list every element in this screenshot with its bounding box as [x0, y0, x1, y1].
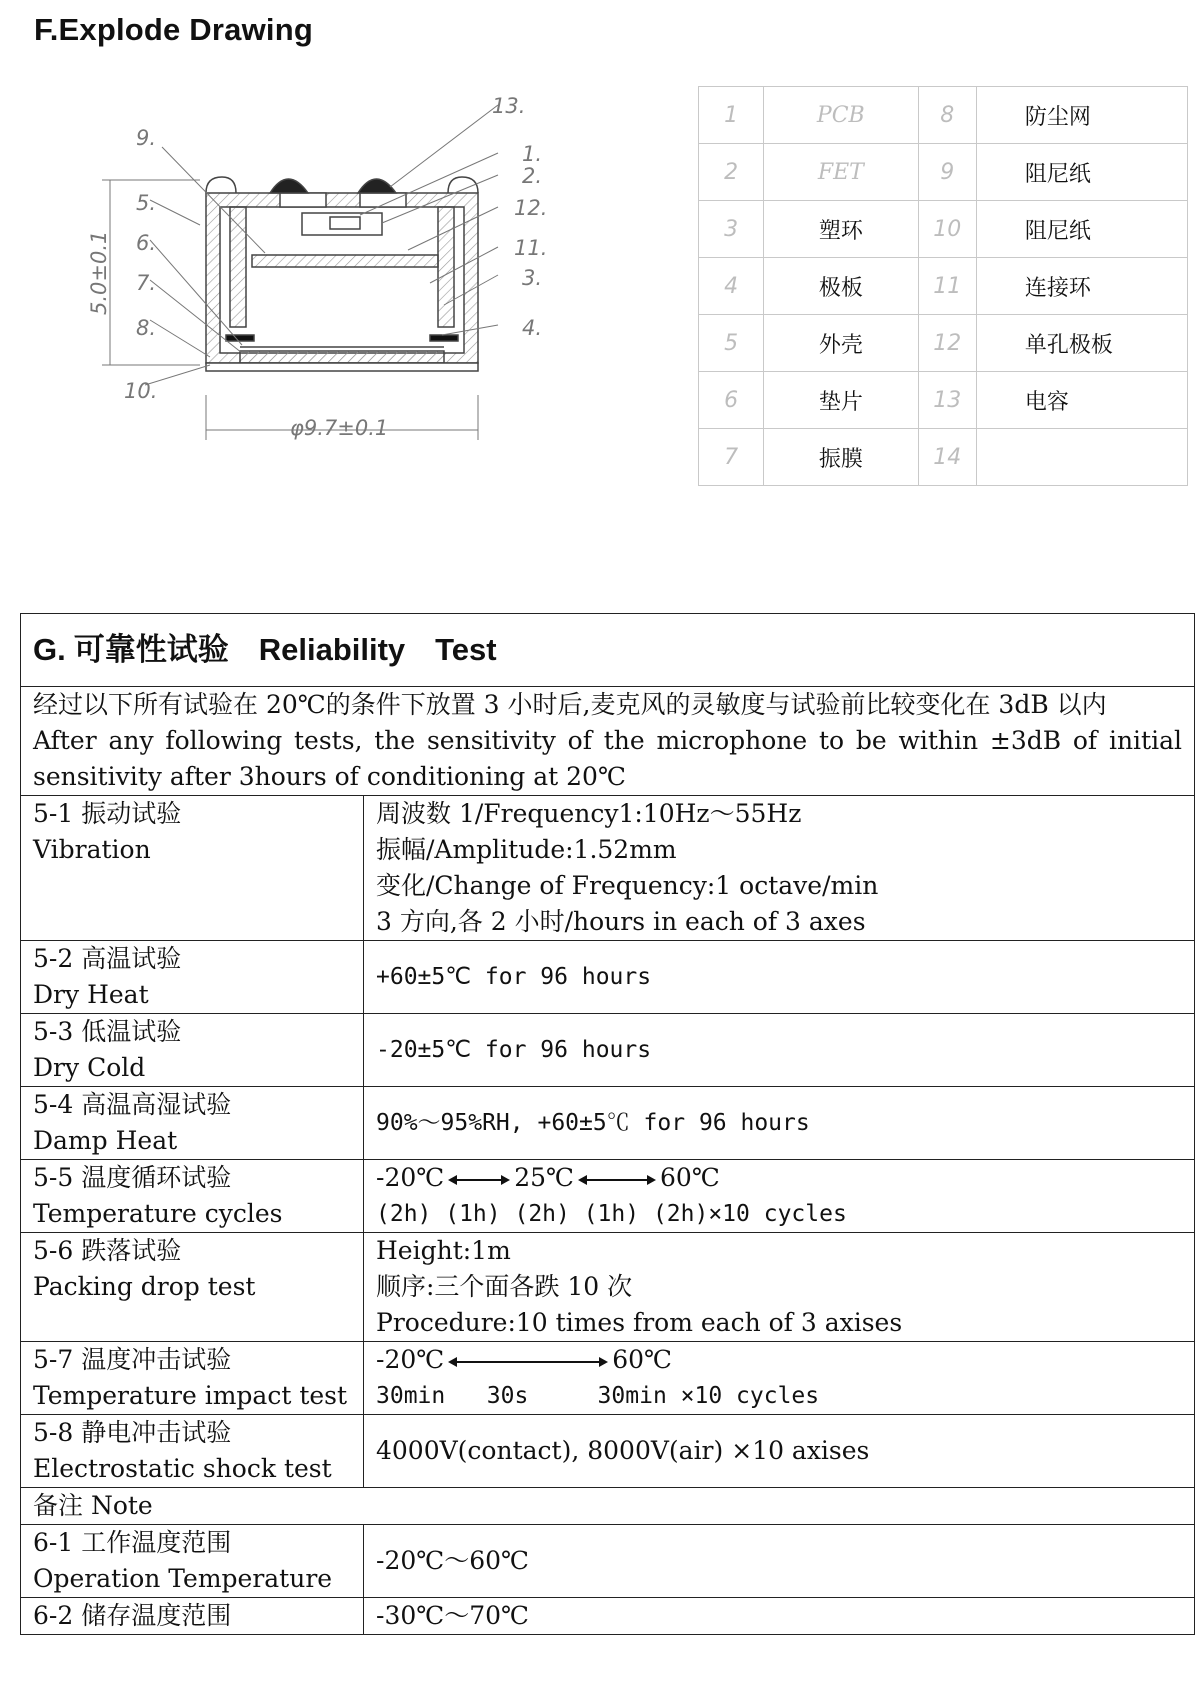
- condition-line: 30min 30s 30min ×10 cycles: [376, 1383, 820, 1409]
- part-number: 1: [699, 87, 764, 144]
- test-row: [21, 1233, 1195, 1342]
- note-value: -20℃～60℃: [364, 1525, 1195, 1598]
- test-name-en: Damp Heat: [33, 1126, 178, 1155]
- test-name-cn: 5-8 静电冲击试验: [33, 1418, 232, 1447]
- temp-value: 60℃: [660, 1163, 720, 1192]
- test-name-en: Temperature impact test: [33, 1381, 348, 1410]
- test-row: [21, 1087, 1195, 1160]
- test-condition: [364, 1233, 1195, 1342]
- test-condition: [364, 1087, 1195, 1160]
- callout-3: 3.: [522, 266, 543, 290]
- test-row: [21, 796, 1195, 941]
- part-number: 8: [918, 87, 976, 144]
- part-number: 3: [699, 201, 764, 258]
- test-name-en: Electrostatic shock test: [33, 1454, 332, 1483]
- condition-line: +60±5℃ for 96 hours: [376, 964, 652, 990]
- callout-12: 12.: [514, 196, 548, 220]
- temp-value: -20℃: [376, 1345, 445, 1374]
- intro-text: [21, 687, 1195, 796]
- temperature-cycle-line: [376, 1160, 1182, 1196]
- part-name: FET: [764, 144, 918, 201]
- height-dimension: 5.0±0.1: [87, 230, 111, 315]
- part-number: 12: [918, 315, 976, 372]
- part-number: 9: [918, 144, 976, 201]
- intro-cn: 经过以下所有试验在 20℃的条件下放置 3 小时后,麦克风的灵敏度与试验前比较变化在 3dB 以内: [33, 690, 1107, 719]
- part-number: 5: [699, 315, 764, 372]
- condition-line: 3 方向,各 2 小时/hours in each of 3 axes: [376, 907, 866, 936]
- condition-line: 4000V(contact), 8000V(air) ×10 axises: [376, 1436, 870, 1465]
- width-dimension: φ9.7±0.1: [290, 416, 389, 440]
- condition-line: 变化/Change of Frequency:1 octave/min: [376, 871, 879, 900]
- test-condition: [364, 1160, 1195, 1233]
- condition-line: -20±5℃ for 96 hours: [376, 1037, 652, 1063]
- callout-8: 8.: [136, 316, 157, 340]
- section-g-title: [21, 614, 1195, 687]
- part-name: 外壳: [764, 315, 918, 372]
- note-name-cn: 6-1 工作温度范围: [33, 1528, 232, 1557]
- note-name-cn: 6-2 储存温度范围: [33, 1601, 232, 1630]
- test-condition: [364, 1014, 1195, 1087]
- test-label: [21, 796, 364, 941]
- part-name: 塑环: [764, 201, 918, 258]
- note-name-en: Operation Temperature: [33, 1564, 333, 1593]
- callout-6: 6.: [136, 231, 157, 255]
- section-g-cn-title: 可靠性试验: [73, 632, 229, 667]
- test-label: [21, 941, 364, 1014]
- part-number: 4: [699, 258, 764, 315]
- note-value: -30℃～70℃: [364, 1598, 1195, 1635]
- test-label: [21, 1014, 364, 1087]
- part-name: 阻尼纸: [976, 201, 1187, 258]
- double-arrow-icon: [578, 1173, 656, 1187]
- parts-row: [699, 87, 1188, 144]
- section-g-code: G.: [33, 632, 66, 667]
- part-name: 阻尼纸: [976, 144, 1187, 201]
- part-number: 11: [918, 258, 976, 315]
- test-name-cn: 5-1 振动试验: [33, 799, 182, 828]
- double-arrow-icon: [448, 1173, 510, 1187]
- parts-row: [699, 429, 1188, 486]
- test-name-cn: 5-7 温度冲击试验: [33, 1345, 232, 1374]
- test-name-cn: 5-5 温度循环试验: [33, 1163, 232, 1192]
- part-number: 13: [918, 372, 976, 429]
- note-label: [21, 1598, 364, 1635]
- section-g-en-title-2: Test: [435, 632, 497, 667]
- part-name: 连接环: [976, 258, 1187, 315]
- parts-row: [699, 144, 1188, 201]
- parts-row: [699, 372, 1188, 429]
- temperature-shock-line: [376, 1342, 1182, 1378]
- housing: [206, 177, 478, 371]
- double-arrow-icon: [448, 1355, 608, 1369]
- test-name-en: Vibration: [33, 835, 151, 864]
- condition-line: 周波数 1/Frequency1:10Hz～55Hz: [376, 799, 802, 828]
- temp-value: -20℃: [376, 1163, 445, 1192]
- test-name-cn: 5-3 低温试验: [33, 1017, 182, 1046]
- test-condition: [364, 941, 1195, 1014]
- test-condition: [364, 796, 1195, 941]
- part-name: 电容: [976, 372, 1187, 429]
- note-label: [21, 1525, 364, 1598]
- test-row: [21, 941, 1195, 1014]
- test-row: [21, 1415, 1195, 1488]
- part-name: PCB: [764, 87, 918, 144]
- test-name-en: Temperature cycles: [33, 1199, 283, 1228]
- condition-line: Procedure:10 times from each of 3 axises: [376, 1308, 903, 1337]
- part-name: 防尘网: [976, 87, 1187, 144]
- note-title: 备注 Note: [21, 1488, 1195, 1525]
- explode-drawing: [87, 94, 570, 465]
- test-label: [21, 1160, 364, 1233]
- callout-11: 11.: [514, 236, 548, 260]
- temp-value: 25℃: [514, 1163, 575, 1192]
- callout-4: 4.: [522, 316, 543, 340]
- test-name-cn: 5-6 跌落试验: [33, 1236, 182, 1265]
- test-name-en: Packing drop test: [33, 1272, 256, 1301]
- part-name: 极板: [764, 258, 918, 315]
- test-row: [21, 1160, 1195, 1233]
- note-row: [21, 1525, 1195, 1598]
- callout-10: 10.: [124, 379, 158, 403]
- section-f-title: F.Explode Drawing: [34, 12, 313, 47]
- condition-line: 90%～95%RH, +60±5℃ for 96 hours: [376, 1110, 810, 1136]
- callout-5: 5.: [136, 191, 157, 215]
- part-number: 10: [918, 201, 976, 258]
- section-g-en-title-1: Reliability: [258, 632, 406, 667]
- condition-line: (2h) (1h) (2h) (1h) (2h)×10 cycles: [376, 1201, 847, 1227]
- callout-2: 2.: [522, 164, 543, 188]
- part-name: 垫片: [764, 372, 918, 429]
- callout-9: 9.: [136, 126, 157, 150]
- test-label: [21, 1233, 364, 1342]
- test-row: [21, 1342, 1195, 1415]
- part-number: 7: [699, 429, 764, 486]
- parts-table: [698, 86, 1188, 486]
- part-number: 6: [699, 372, 764, 429]
- test-name-en: Dry Heat: [33, 980, 149, 1009]
- condition-line: 顺序:三个面各跌 10 次: [376, 1272, 633, 1301]
- part-name: 振膜: [764, 429, 918, 486]
- intro-en: After any following tests, the sensitivity of the microphone to be within ±3dB of initial sensitivity after 3hours of conditioning at 20℃: [33, 726, 1182, 791]
- reliability-table: [20, 613, 1195, 1635]
- test-name-cn: 5-4 高温高湿试验: [33, 1090, 232, 1119]
- test-label: [21, 1415, 364, 1488]
- callout-1: 1.: [522, 142, 543, 166]
- parts-row: [699, 258, 1188, 315]
- test-condition: [364, 1342, 1195, 1415]
- condition-line: Height:1m: [376, 1236, 511, 1265]
- part-name: [976, 429, 1187, 486]
- test-label: [21, 1087, 364, 1160]
- part-number: 14: [918, 429, 976, 486]
- part-number: 2: [699, 144, 764, 201]
- callout-7: 7.: [136, 271, 157, 295]
- note-row: [21, 1598, 1195, 1635]
- part-name: 单孔极板: [976, 315, 1187, 372]
- callout-13: 13.: [492, 94, 526, 118]
- test-name-en: Dry Cold: [33, 1053, 146, 1082]
- test-name-cn: 5-2 高温试验: [33, 944, 182, 973]
- condition-line: 振幅/Amplitude:1.52mm: [376, 835, 677, 864]
- test-condition: [364, 1415, 1195, 1488]
- parts-row: [699, 201, 1188, 258]
- temp-value: 60℃: [612, 1345, 673, 1374]
- test-row: [21, 1014, 1195, 1087]
- test-label: [21, 1342, 364, 1415]
- parts-row: [699, 315, 1188, 372]
